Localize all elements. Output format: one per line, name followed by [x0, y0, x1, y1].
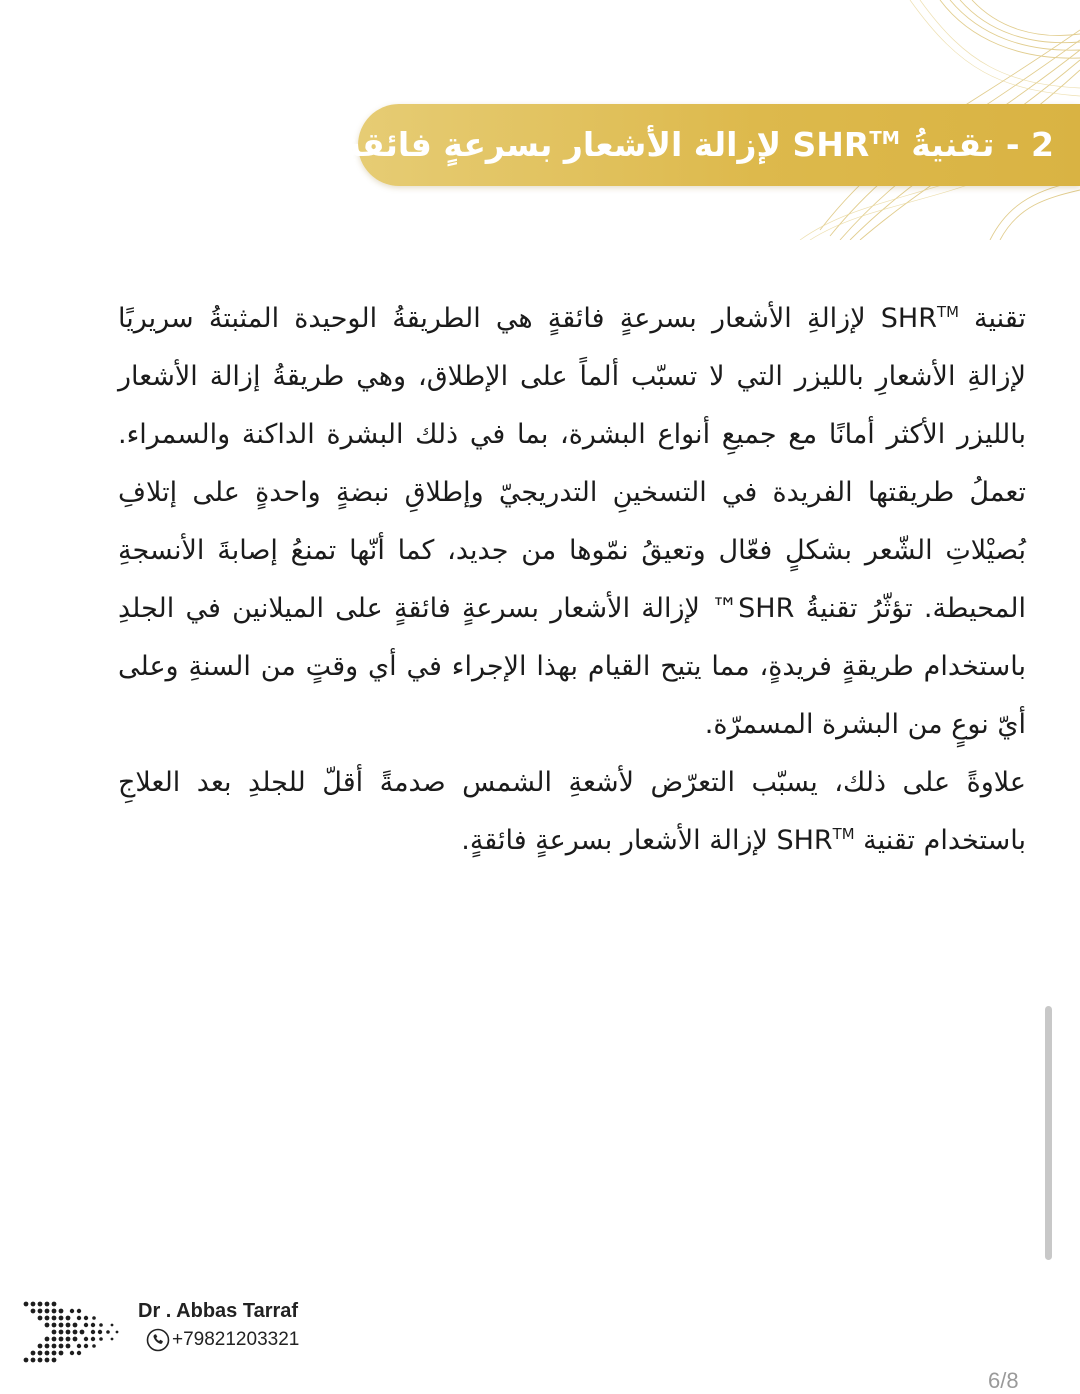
title-trademark: TM: [869, 128, 900, 149]
paragraph-1-start: تقنية SHR: [880, 303, 1026, 334]
paragraph-1-rest: لإزالةِ الأشعار بسرعةٍ فائقةٍ هي الطريقةُ الوحيدة المثبتةُ سريريًا لإزالةِ الأشعارِ بالليزر التي لا تسبّب ألماً على الإطلاق، وهي طريقةُ إزالة الأشعار بالليزر الأكثر أمانًا مع جميعِ أنواع البشرة، بما في ذلك البشرة الداكنة والسمراء. تعملُ طريقتها الفريدة في التسخينِ التدريجيّ وإطلاقِ نبضةٍ واحدةٍ على إتلافِ بُصيْلاتِ الشّعر بشكلٍ فعّال وتعيقُ نمّوها من جديد، كما أنّها تمنعُ إصابةَ الأنسجةِ المحيطة. تؤثّرُ تقنيةُ SHR™ لإزالة الأشعار بسرعةٍ فائقةٍ على الميلانين في الجلدِ باستخدام طريقةٍ فريدةٍ، مما يتيح القيام بهذا الإجراء في أي وقتٍ من السنةِ وعلى أيّ نوعٍ من البشرة المسمرّة.: [118, 303, 1026, 740]
section-title-suffix: لإزالة الأشعار بسرعةٍ فائقةٍ: [341, 125, 793, 164]
contact-phone[interactable]: [146, 1328, 299, 1352]
paragraph-2-rest: لإزالة الأشعار بسرعةٍ فائقةٍ.: [461, 825, 777, 856]
double-chevron-dots-icon: [20, 1298, 130, 1370]
scrollbar-thumb[interactable]: [1045, 1006, 1052, 1260]
doctor-name: Dr . Abbas Tarraf: [138, 1300, 299, 1322]
phone-icon: [146, 1328, 170, 1352]
paragraph-2: [118, 754, 1026, 870]
section-title-prefix: 2 - تقنيةُ SHR: [792, 125, 1054, 164]
paragraph-2-trademark: TM: [832, 825, 855, 843]
paragraph-2-start: علاوةً على ذلك، يسبّب التعرّض لأشعةِ الشمس صدمةً أقلّ للجلدِ بعد العلاجِ باستخدام تقنية SHR: [118, 767, 1026, 856]
section-title: [342, 104, 1054, 186]
article-body: [118, 290, 1026, 870]
phone-number: +79821203321: [172, 1329, 300, 1350]
page-number: 6/8: [988, 1368, 1019, 1393]
paragraph-1-trademark: TM: [937, 303, 959, 321]
paragraph-1: [118, 290, 1026, 754]
